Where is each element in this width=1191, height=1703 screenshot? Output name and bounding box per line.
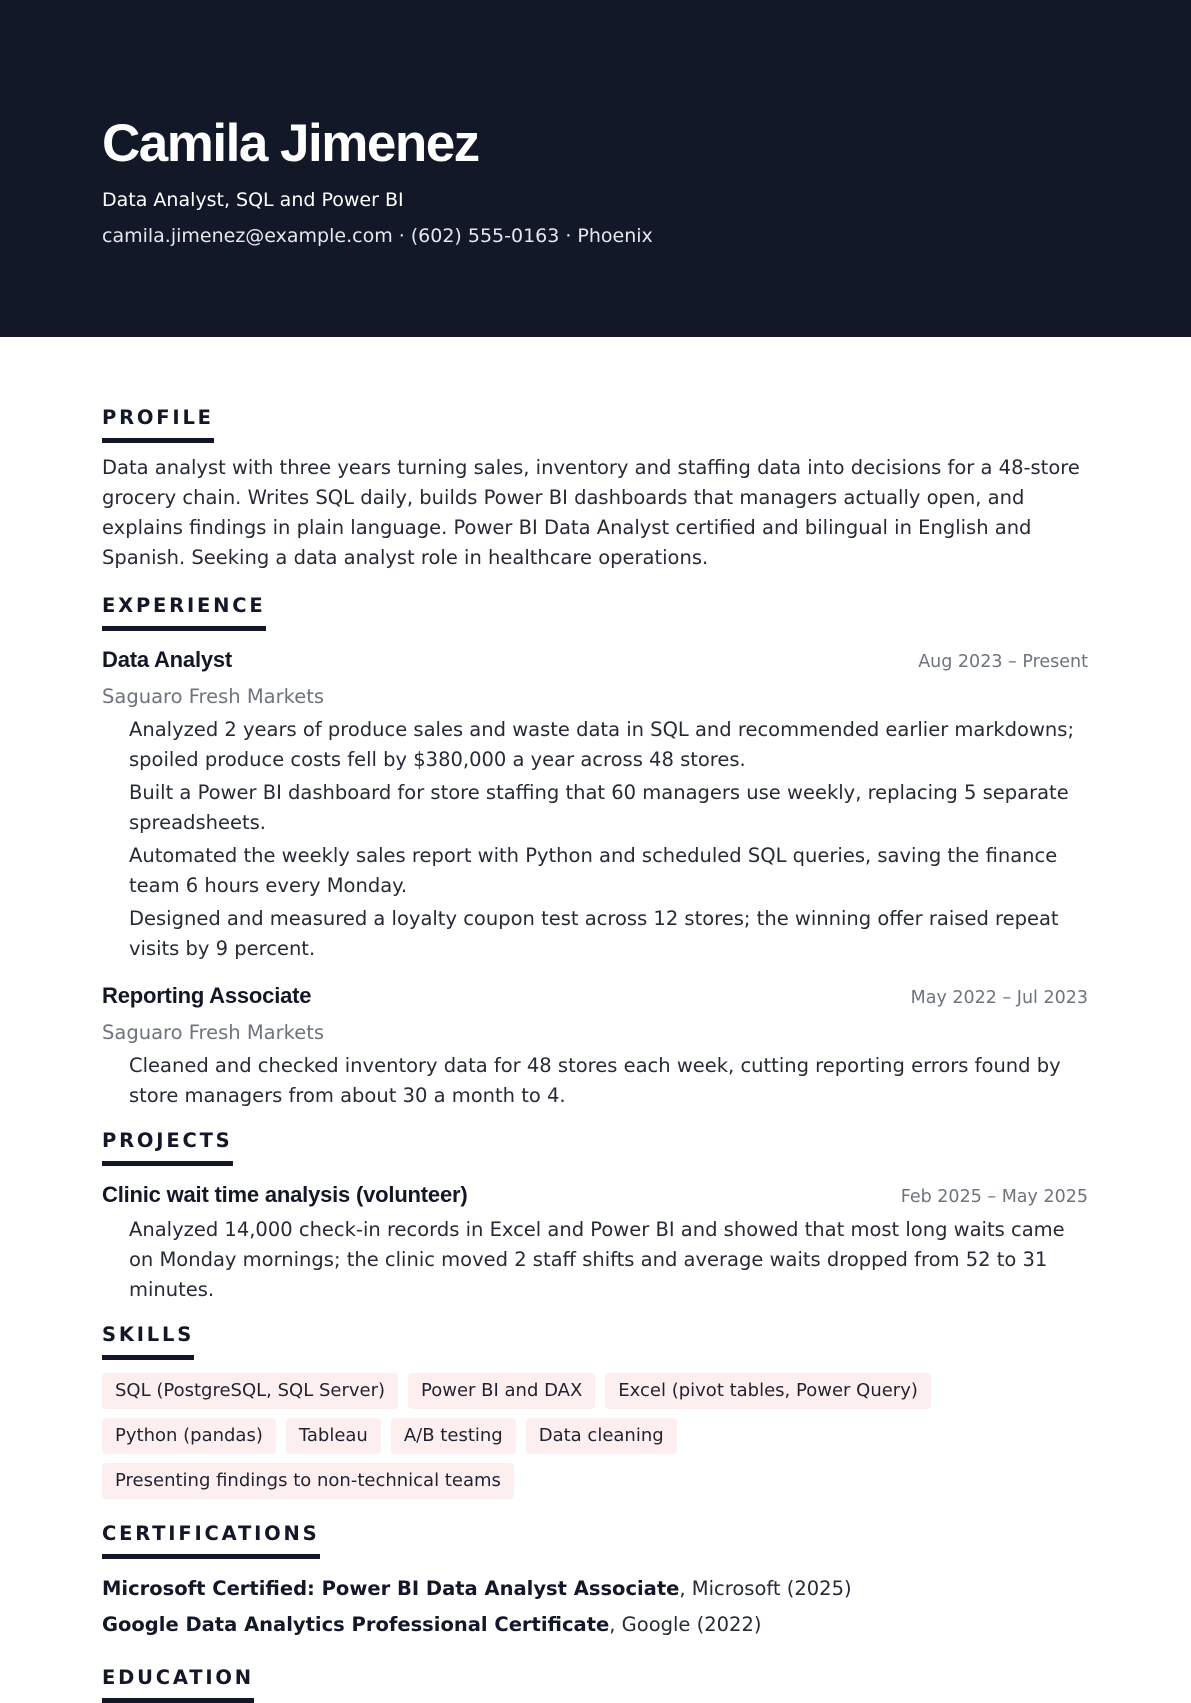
experience-entry: [102, 645, 1088, 964]
contact-email[interactable]: camila.jimenez@example.com: [102, 225, 393, 247]
bullet-item: Automated the weekly sales report with Python and scheduled SQL queries, saving the finance team 6 hours every Monday.: [129, 844, 1058, 897]
project-entry: [102, 1180, 1088, 1305]
experience-section: [102, 593, 1088, 1111]
resume-header: [0, 0, 1191, 337]
projects-section: [102, 1128, 1088, 1305]
skill-chip: Data cleaning: [526, 1418, 677, 1454]
contact-separator: ·: [398, 225, 405, 247]
job-dates: May 2022 – Jul 2023: [910, 988, 1088, 1008]
candidate-tagline: Data Analyst, SQL and Power BI: [102, 189, 404, 211]
education-section: [102, 1665, 1088, 1703]
skill-chip: Power BI and DAX: [408, 1373, 595, 1409]
entry-header: [102, 1180, 1088, 1212]
skill-chip: Tableau: [286, 1418, 381, 1454]
project-dates: Feb 2025 – May 2025: [900, 1187, 1088, 1207]
job-title: Reporting Associate: [102, 983, 312, 1008]
profile-section: [102, 405, 1088, 573]
certification-name: Microsoft Certified: Power BI Data Analyst Associate: [102, 1577, 680, 1600]
entry-header: [102, 981, 1088, 1013]
job-title: Data Analyst: [102, 647, 233, 672]
job-company: Saguaro Fresh Markets: [102, 685, 325, 708]
certification-name: Google Data Analytics Professional Certificate: [102, 1613, 610, 1636]
contact-separator: ·: [565, 225, 572, 247]
job-dates: Aug 2023 – Present: [918, 652, 1088, 672]
section-title-skills: SKILLS: [102, 1322, 194, 1360]
certification-detail: , Google (2022): [609, 1613, 762, 1636]
project-title: Clinic wait time analysis (volunteer): [102, 1182, 468, 1207]
entry-header: [102, 645, 1088, 677]
certification-item: [102, 1571, 1088, 1607]
section-title-projects: PROJECTS: [102, 1128, 233, 1166]
certification-item: [102, 1607, 1088, 1643]
bullet-item: Analyzed 2 years of produce sales and waste data in SQL and recommended earlier markdowns; spoiled produce costs fell by $380,000 a year across 48 stores.: [129, 718, 1075, 771]
skill-chip: Excel (pivot tables, Power Query): [605, 1373, 931, 1409]
skills-list: [102, 1373, 1088, 1499]
section-title-certifications: CERTIFICATIONS: [102, 1521, 320, 1559]
job-bullets: [102, 1051, 1088, 1111]
resume-body: [102, 405, 1088, 1703]
section-title-education: EDUCATION: [102, 1665, 254, 1703]
skills-section: [102, 1322, 1088, 1499]
contact-location: Phoenix: [577, 225, 653, 247]
bullet-item: Analyzed 14,000 check-in records in Excel and Power BI and showed that most long waits came on Monday mornings; the clinic moved 2 staff shifts and average waits dropped from 52 to 31 minutes.: [129, 1218, 1065, 1301]
certifications-section: [102, 1521, 1088, 1643]
contact-line: [102, 223, 653, 249]
experience-entry: [102, 981, 1088, 1111]
job-company: Saguaro Fresh Markets: [102, 1021, 325, 1044]
bullet-item: Designed and measured a loyalty coupon test across 12 stores; the winning offer raised repeat visits by 9 percent.: [129, 907, 1059, 960]
project-bullets: [102, 1215, 1088, 1305]
bullet-item: Cleaned and checked inventory data for 48 stores each week, cutting reporting errors found by store managers from about 30 a month to 4.: [129, 1054, 1061, 1107]
contact-phone[interactable]: (602) 555-0163: [410, 225, 560, 247]
certifications-list: [102, 1571, 1088, 1643]
skill-chip: Python (pandas): [102, 1418, 276, 1454]
job-bullets: [102, 715, 1088, 964]
section-title-experience: EXPERIENCE: [102, 593, 266, 631]
candidate-name: Camila Jimenez: [102, 114, 479, 173]
skill-chip: A/B testing: [391, 1418, 516, 1454]
profile-text: Data analyst with three years turning sales, inventory and staffing data into decisions for a 48-store grocery chain. Writes SQL daily, builds Power BI dashboards that managers actually open, and explains findings in plain language. Power BI Data Analyst certified and bilingual in English and Spanish. Seeking a data analyst role in healthcare operations.: [102, 456, 1080, 569]
certification-detail: , Microsoft (2025): [679, 1577, 852, 1600]
skill-chip: SQL (PostgreSQL, SQL Server): [102, 1373, 398, 1409]
skill-chip: Presenting findings to non-technical teams: [102, 1463, 514, 1499]
section-title-profile: PROFILE: [102, 405, 214, 443]
bullet-item: Built a Power BI dashboard for store staffing that 60 managers use weekly, replacing 5 separate spreadsheets.: [129, 781, 1069, 834]
